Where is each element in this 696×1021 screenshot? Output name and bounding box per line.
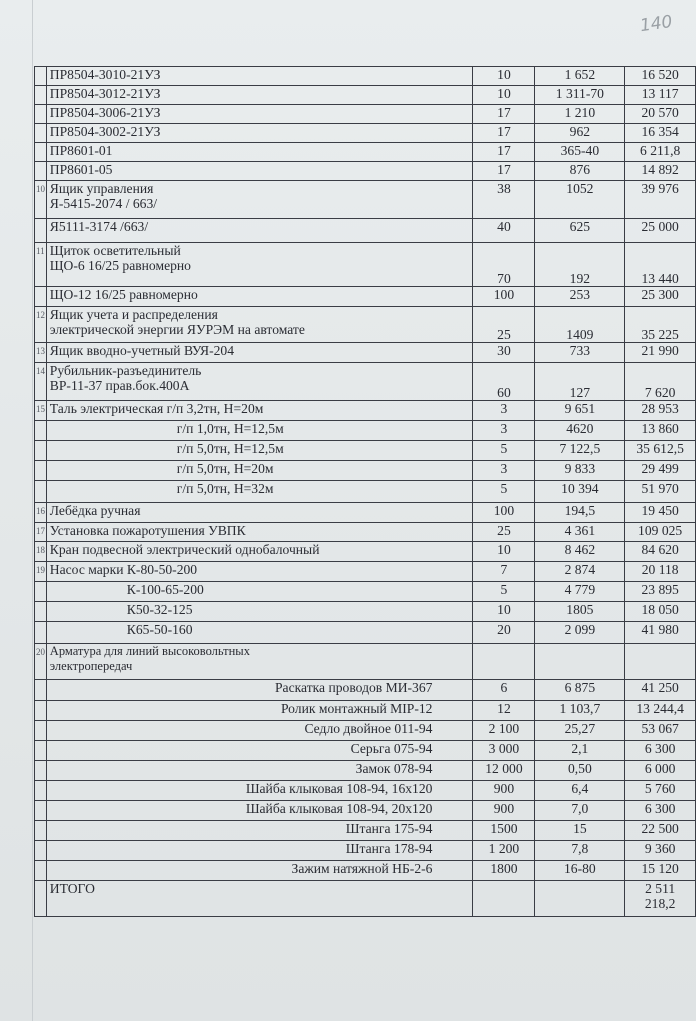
item-quantity: 17 [473,162,535,181]
row-number [35,781,47,801]
item-quantity: 100 [473,503,535,523]
total-quantity [473,881,535,917]
item-name: ПР8504-3010-21УЗ [46,67,473,86]
table-row [35,680,696,701]
table-row [35,801,696,821]
item-sum [625,363,696,401]
item-quantity-value: 25 [497,327,511,342]
item-price: 6 875 [535,680,625,701]
item-price-value: 192 [569,271,591,286]
table-row [35,562,696,582]
item-sum: 6 000 [625,761,696,781]
item-name: Зажим натяжной НБ-2-6 [46,861,473,881]
item-name-line: Арматура для линий высоковольтных [49,644,250,658]
item-sum [625,644,696,680]
specification-table [34,66,696,917]
table-row [35,602,696,622]
item-price: 253 [535,287,625,307]
item-quantity: 1500 [473,821,535,841]
row-number [35,162,47,181]
row-number: 13 [35,343,47,363]
item-name: К50-32-125 [46,602,473,622]
item-quantity: 17 [473,105,535,124]
item-name: ПР8504-3002-21УЗ [46,124,473,143]
item-price: 1805 [535,602,625,622]
item-quantity [473,644,535,680]
row-number [35,801,47,821]
item-quantity: 12 000 [473,761,535,781]
row-number [35,741,47,761]
row-number [35,701,47,721]
row-number [35,461,47,481]
item-sum: 53 067 [625,721,696,741]
table-row [35,343,696,363]
item-name-line: Ящик учета и распределения [49,307,218,322]
item-sum-value: 7 620 [644,385,676,400]
item-name: Замок 078-94 [46,761,473,781]
row-number [35,441,47,461]
row-number [35,287,47,307]
item-name: г/п 1,0тн, Н=12,5м [46,421,473,441]
item-price: 10 394 [535,481,625,503]
item-name: Ящик вводно-учетный ВУЯ-204 [46,343,473,363]
row-number [35,124,47,143]
table-row [35,143,696,162]
table-row [35,307,696,343]
item-name: Шайба клыковая 108-94, 16х120 [46,781,473,801]
table-row [35,644,696,680]
row-number: 18 [35,542,47,562]
item-sum: 15 120 [625,861,696,881]
item-sum: 25 300 [625,287,696,307]
table-row [35,721,696,741]
table-row [35,701,696,721]
table-row [35,67,696,86]
table-row [35,461,696,481]
table-row [35,287,696,307]
table-row [35,421,696,441]
item-name: Я5111-3174 /663/ [46,219,473,243]
item-price: 9 833 [535,461,625,481]
row-number [35,881,47,917]
table-row [35,162,696,181]
item-quantity: 3 [473,421,535,441]
row-number [35,481,47,503]
item-name-line: Я-5415-2074 / 663/ [49,196,158,211]
item-quantity: 3 000 [473,741,535,761]
item-price: 7 122,5 [535,441,625,461]
item-name [46,307,473,343]
item-sum: 6 300 [625,801,696,821]
item-quantity: 2 100 [473,721,535,741]
item-quantity [473,363,535,401]
table-row [35,582,696,602]
table-row [35,503,696,523]
item-name: ПР8504-3006-21УЗ [46,105,473,124]
item-price: 625 [535,219,625,243]
item-price: 1 210 [535,105,625,124]
item-name: ЩО-12 16/25 равномерно [46,287,473,307]
table-row [35,86,696,105]
item-quantity: 25 [473,523,535,542]
table-row [35,622,696,644]
item-quantity: 5 [473,481,535,503]
item-price: 1052 [535,181,625,219]
item-sum: 84 620 [625,542,696,562]
total-row [35,881,696,917]
item-quantity: 10 [473,542,535,562]
item-name [46,243,473,287]
item-sum: 13 117 [625,86,696,105]
row-number [35,841,47,861]
item-sum: 109 025 [625,523,696,542]
table-row [35,741,696,761]
row-number [35,680,47,701]
item-name-line: Щиток осветительный [49,243,181,258]
item-sum: 22 500 [625,821,696,841]
item-quantity: 17 [473,143,535,162]
item-sum: 23 895 [625,582,696,602]
table-row [35,861,696,881]
item-quantity-value: 60 [497,385,511,400]
item-price: 15 [535,821,625,841]
row-number [35,219,47,243]
item-sum: 14 892 [625,162,696,181]
item-price [535,363,625,401]
item-price: 2,1 [535,741,625,761]
table-row [35,781,696,801]
item-sum: 13 860 [625,421,696,441]
item-quantity: 10 [473,602,535,622]
row-number [35,622,47,644]
item-name [46,644,473,680]
item-quantity: 20 [473,622,535,644]
item-price: 16-80 [535,861,625,881]
row-number [35,582,47,602]
item-sum: 41 980 [625,622,696,644]
item-quantity: 12 [473,701,535,721]
item-name: г/п 5,0тн, Н=32м [46,481,473,503]
row-number [35,602,47,622]
item-price: 876 [535,162,625,181]
item-price-value: 127 [569,385,591,400]
item-name: ПР8601-01 [46,143,473,162]
row-number [35,421,47,441]
item-price [535,644,625,680]
item-name: г/п 5,0тн, Н=20м [46,461,473,481]
table-row [35,542,696,562]
row-number [35,86,47,105]
item-name: Штанга 175-94 [46,821,473,841]
item-name: Шайба клыковая 108-94, 20х120 [46,801,473,821]
table-row [35,363,696,401]
item-price: 194,5 [535,503,625,523]
row-number: 12 [35,307,47,343]
item-sum: 6 211,8 [625,143,696,162]
item-name: Штанга 178-94 [46,841,473,861]
row-number [35,67,47,86]
item-quantity: 3 [473,461,535,481]
item-name: К65-50-160 [46,622,473,644]
item-sum: 41 250 [625,680,696,701]
item-sum: 28 953 [625,401,696,421]
item-sum: 6 300 [625,741,696,761]
item-price: 962 [535,124,625,143]
item-quantity: 38 [473,181,535,219]
item-quantity: 40 [473,219,535,243]
item-name: Таль электрическая г/п 3,2тн, Н=20м [46,401,473,421]
item-quantity: 5 [473,582,535,602]
item-price [535,243,625,287]
item-sum: 5 760 [625,781,696,801]
item-sum: 25 000 [625,219,696,243]
table-row [35,105,696,124]
item-sum: 20 118 [625,562,696,582]
item-sum: 29 499 [625,461,696,481]
item-name: К-100-65-200 [46,582,473,602]
item-name: Раскатка проводов МИ-367 [46,680,473,701]
item-name [46,363,473,401]
item-sum: 13 244,4 [625,701,696,721]
item-sum: 35 612,5 [625,441,696,461]
table-row [35,481,696,503]
item-quantity [473,243,535,287]
item-quantity-value: 70 [497,271,511,286]
total-sum [625,881,696,917]
row-number: 10 [35,181,47,219]
table-row [35,821,696,841]
item-price: 4 779 [535,582,625,602]
page-edge [32,0,33,1021]
total-sum-line: 2 511 [645,881,676,896]
row-number [35,143,47,162]
item-quantity: 7 [473,562,535,582]
item-price: 4 361 [535,523,625,542]
item-name: г/п 5,0тн, Н=12,5м [46,441,473,461]
item-sum: 16 354 [625,124,696,143]
item-name-line: ВР-11-37 прав.бок.400А [49,378,190,393]
item-price: 2 099 [535,622,625,644]
item-sum: 16 520 [625,67,696,86]
item-name: ПР8601-05 [46,162,473,181]
item-name-line: электрической энергии ЯУРЭМ на автомате [49,322,305,337]
item-price: 1 103,7 [535,701,625,721]
item-price: 4620 [535,421,625,441]
item-sum [625,243,696,287]
row-number: 14 [35,363,47,401]
item-sum: 21 990 [625,343,696,363]
item-sum: 9 360 [625,841,696,861]
item-name: Ролик монтажный МIР-12 [46,701,473,721]
item-name: Седло двойное 011-94 [46,721,473,741]
row-number [35,105,47,124]
item-name-line: Ящик управления [49,181,154,196]
item-quantity: 30 [473,343,535,363]
item-name-line: ЩО-6 16/25 равномерно [49,258,191,273]
item-price: 2 874 [535,562,625,582]
total-sum-line: 218,2 [644,896,676,911]
item-price: 0,50 [535,761,625,781]
row-number: 17 [35,523,47,542]
item-name: Лебёдка ручная [46,503,473,523]
table-row [35,523,696,542]
item-quantity: 100 [473,287,535,307]
item-price: 25,27 [535,721,625,741]
total-price [535,881,625,917]
row-number: 20 [35,644,47,680]
item-price [535,307,625,343]
item-quantity: 1 200 [473,841,535,861]
item-quantity: 17 [473,124,535,143]
item-price: 733 [535,343,625,363]
item-quantity: 5 [473,441,535,461]
item-quantity: 3 [473,401,535,421]
item-sum: 51 970 [625,481,696,503]
item-price: 7,0 [535,801,625,821]
row-number: 11 [35,243,47,287]
table-row [35,761,696,781]
table-row [35,124,696,143]
row-number [35,761,47,781]
row-number: 15 [35,401,47,421]
item-price: 7,8 [535,841,625,861]
item-name-line: Рубильник-разъединитель [49,363,202,378]
row-number [35,861,47,881]
item-price-value: 1409 [566,327,594,342]
item-sum-value: 13 440 [641,271,679,286]
item-sum: 18 050 [625,602,696,622]
item-price: 6,4 [535,781,625,801]
item-sum: 39 976 [625,181,696,219]
table-row [35,181,696,219]
item-quantity: 1800 [473,861,535,881]
item-sum: 19 450 [625,503,696,523]
table-row [35,841,696,861]
item-quantity [473,307,535,343]
row-number: 19 [35,562,47,582]
item-name: Серьга 075-94 [46,741,473,761]
total-label: ИТОГО [46,881,473,917]
item-price: 1 311-70 [535,86,625,105]
table-row [35,243,696,287]
item-price: 9 651 [535,401,625,421]
item-name: Установка пожаротушения УВПК [46,523,473,542]
row-number [35,721,47,741]
item-quantity: 900 [473,781,535,801]
item-name-line: электропередач [49,659,133,673]
item-sum [625,307,696,343]
item-sum-value: 35 225 [641,327,679,342]
item-price: 365-40 [535,143,625,162]
item-price: 1 652 [535,67,625,86]
table-row [35,401,696,421]
item-quantity: 900 [473,801,535,821]
item-name: ПР8504-3012-21УЗ [46,86,473,105]
item-name [46,181,473,219]
table-row [35,441,696,461]
item-price: 8 462 [535,542,625,562]
item-name: Насос марки К-80-50-200 [46,562,473,582]
table-row [35,219,696,243]
item-quantity: 10 [473,67,535,86]
page-number: 140 [638,11,674,37]
row-number: 16 [35,503,47,523]
item-sum: 20 570 [625,105,696,124]
item-quantity: 10 [473,86,535,105]
item-name: Кран подвесной электрический однобалочный [46,542,473,562]
row-number [35,821,47,841]
item-quantity: 6 [473,680,535,701]
